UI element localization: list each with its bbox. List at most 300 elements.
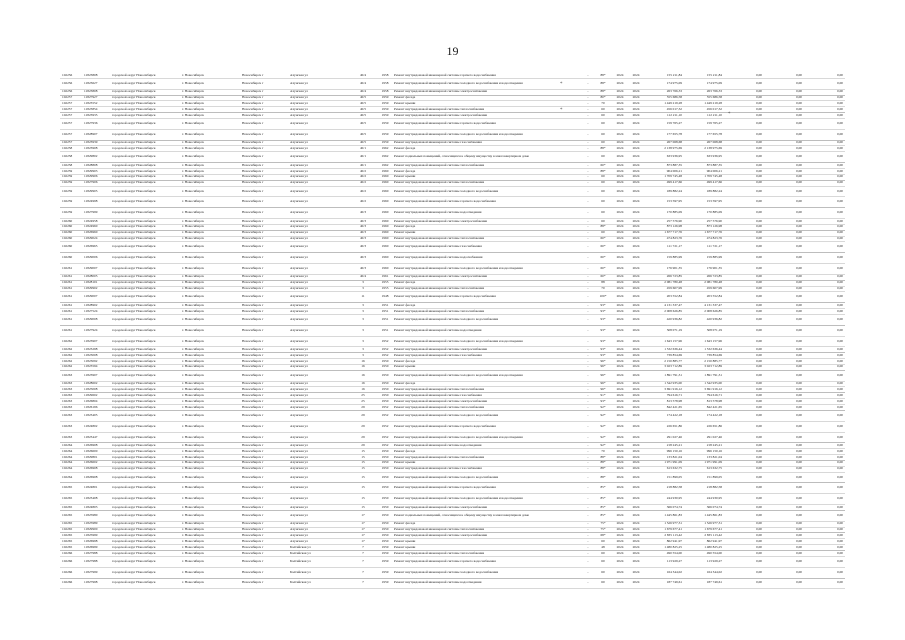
cell-work-type: Ремонт крыши — [392, 364, 582, 370]
cell-fund-1: 0,00 — [724, 113, 764, 119]
cell-municipality: городской округ Новосибирск — [110, 186, 180, 197]
cell-year-built: 1960 — [378, 230, 392, 236]
cell-cost-total: 2 150 885,77 — [684, 359, 724, 365]
cell-city: Новосибирск г — [240, 95, 288, 101]
cell-street: Ахунская ул — [288, 95, 348, 101]
table-row — [60, 510, 845, 521]
cell-dash: - — [582, 242, 594, 253]
cell-cadastral: 11824960 — [82, 224, 110, 230]
cell-work-type: Ремонт внутридомовой инженерной системы горячего водоснабжения — [392, 73, 582, 78]
cell-settlement: г. Новосибирск — [180, 129, 240, 140]
cell-settlement: г. Новосибирск — [180, 387, 240, 393]
cell-start-year: 2024 — [612, 174, 628, 180]
cell-fund-3: 0,00 — [804, 119, 845, 130]
table-row — [60, 78, 845, 89]
cell-fund-1: 0,00 — [724, 174, 764, 180]
cell-code: 102261 — [60, 314, 82, 325]
cell-settlement: г. Новосибирск — [180, 325, 240, 336]
cell-work-type: Ремонт внутридомовой инженерной системы водоснабжения — [392, 253, 582, 264]
cell-dash: - — [582, 186, 594, 197]
cell-city: Новосибирск г — [240, 113, 288, 119]
cell-end-year: 2024 — [628, 95, 644, 101]
cell-house: 17 — [348, 539, 378, 545]
cell-year-built: 1951 — [378, 303, 392, 309]
cell-start-year: 2024 — [612, 533, 628, 539]
cell-volume: 60 — [594, 567, 612, 578]
cell-cost-total: 267 068,68 — [684, 140, 724, 146]
cell-fund-3: 0,00 — [804, 405, 845, 411]
cell-settlement: г. Новосибирск — [180, 169, 240, 175]
cell-cadastral: 11823808 — [82, 89, 110, 95]
cell-cadastral: 11828808 — [82, 163, 110, 169]
cell-year-built: 1952 — [378, 443, 392, 449]
cell-settlement: г. Новосибирск — [180, 527, 240, 533]
cell-year-built: 1958 — [378, 78, 392, 89]
cell-year-built: 1952 — [378, 410, 392, 421]
cell-work-type: Ремонт внутридомовой инженерной системы теплоснабжения — [392, 387, 582, 393]
cell-end-year: 2024 — [628, 578, 644, 589]
cell-fund-2: 0,00 — [764, 410, 804, 421]
cell-cadastral: 11823405 — [82, 410, 110, 421]
cell-dash: - — [582, 129, 594, 140]
cell-volume: 70 — [594, 101, 612, 107]
cell-cost: 2 081 780,48 — [644, 280, 684, 286]
cell-year-built: 1950 — [378, 364, 392, 370]
cell-street: Ахунская ул — [288, 521, 348, 527]
cell-dash: - — [582, 89, 594, 95]
cell-municipality: городской округ Новосибирск — [110, 556, 180, 567]
cell-fund-2: 0,00 — [764, 472, 804, 483]
cell-dash: - — [582, 432, 594, 443]
cell-cadastral: 11825999 — [82, 533, 110, 539]
cell-city: Новосибирск г — [240, 410, 288, 421]
cell-cost-total: 862 941,97 — [684, 539, 724, 545]
cell-dash: - — [582, 556, 594, 567]
cell-municipality: городской округ Новосибирск — [110, 460, 180, 466]
cell-city: Новосибирск г — [240, 73, 288, 78]
cell-settlement: г. Новосибирск — [180, 107, 240, 113]
cell-settlement: г. Новосибирск — [180, 455, 240, 461]
cell-cost-total: 203 552,84 — [684, 292, 724, 303]
cell-end-year: 2024 — [628, 521, 644, 527]
cell-house: 25 — [348, 399, 378, 405]
cell-cost: 226 651,86 — [644, 421, 684, 432]
cell-volume: 88* — [594, 169, 612, 175]
cell-fund-3: 0,00 — [804, 551, 845, 557]
cell-volume: 92* — [594, 421, 612, 432]
cell-settlement: г. Новосибирск — [180, 410, 240, 421]
cell-start-year: 2024 — [612, 152, 628, 163]
cell-end-year: 2024 — [628, 101, 644, 107]
cell-cadastral: 11826804 — [82, 399, 110, 405]
cell-cost: 257 576,90 — [644, 218, 684, 224]
cell-dash: - — [582, 73, 594, 78]
cell-street: Ахунская ул — [288, 224, 348, 230]
cell-work-type: Ремонт внутридомовой инженерной системы электроснабжения — [392, 505, 582, 511]
cell-volume: 60 — [594, 197, 612, 208]
cell-cadastral: 11827999 — [82, 208, 110, 219]
cell-cost-total: 2 835 113,42 — [684, 533, 724, 539]
cell-code: 102262 — [60, 347, 82, 353]
cell-street: Ахунская ул — [288, 399, 348, 405]
cell-cost: 170 885,09 — [644, 208, 684, 219]
cell-cost: 203 552,84 — [644, 292, 684, 303]
cell-end-year: 2024 — [628, 336, 644, 347]
cell-cadastral: 11823408 — [82, 494, 110, 505]
cell-cost: 1 445 861,83 — [644, 510, 684, 521]
cell-fund-3: 0,00 — [804, 399, 845, 405]
cell-end-year: 2024 — [628, 73, 644, 78]
cell-cost: 873 887,35 — [644, 163, 684, 169]
cell-street: Ахунская ул — [288, 443, 348, 449]
cell-end-year: 2024 — [628, 353, 644, 359]
cell-fund-2: 0,00 — [764, 280, 804, 286]
cell-end-year: 2024 — [628, 494, 644, 505]
cell-city: Новосибирск г — [240, 292, 288, 303]
cell-year-built: 1960 — [378, 264, 392, 275]
cell-municipality: городской округ Новосибирск — [110, 494, 180, 505]
cell-end-year: 2024 — [628, 399, 644, 405]
cell-street: Ахунская ул — [288, 494, 348, 505]
cell-municipality: городской округ Новосибирск — [110, 224, 180, 230]
cell-municipality: городской округ Новосибирск — [110, 119, 180, 130]
cell-settlement: г. Новосибирск — [180, 224, 240, 230]
cell-house: 40/1 — [348, 152, 378, 163]
cell-city: Новосибирск г — [240, 578, 288, 589]
cell-code: 102263 — [60, 387, 82, 393]
cell-code: 102261 — [60, 274, 82, 280]
cell-cost: 794 616,71 — [644, 393, 684, 399]
cell-fund-1: 0,00 — [724, 381, 764, 387]
cell-volume: 80* — [594, 95, 612, 101]
cell-cost: 459 607,99 — [644, 286, 684, 292]
cell-volume: 96* — [594, 381, 612, 387]
cell-year-built: 1950 — [378, 539, 392, 545]
cell-settlement: г. Новосибирск — [180, 364, 240, 370]
cell-cost-total: 3 691 916,12 — [684, 387, 724, 393]
cell-fund-3: 0,00 — [804, 197, 845, 208]
cell-municipality: городской округ Новосибирск — [110, 303, 180, 309]
cell-municipality: городской округ Новосибирск — [110, 539, 180, 545]
cell-cost-total: 3 023 712,89 — [684, 364, 724, 370]
cell-dash: - — [582, 325, 594, 336]
cell-fund-3: 0,00 — [804, 218, 845, 224]
cell-cost: 490 554,00 — [644, 551, 684, 557]
cell-start-year: 2024 — [612, 370, 628, 381]
cell-start-year: 2024 — [612, 197, 628, 208]
cell-code: 102265 — [60, 483, 82, 494]
cell-year-built: 1950 — [378, 381, 392, 387]
cell-code: 102256 — [60, 89, 82, 95]
cell-cost-total: 794 616,71 — [684, 393, 724, 399]
cell-year-built: 1959 — [378, 119, 392, 130]
cell-fund-3: 0,00 — [804, 264, 845, 275]
cell-cadastral: 11826965 — [82, 242, 110, 253]
cell-house: 40/5 — [348, 129, 378, 140]
cell-street: Ахунская ул — [288, 387, 348, 393]
cell-municipality: городской округ Новосибирск — [110, 347, 180, 353]
cell-cost: 633 936,95 — [644, 152, 684, 163]
cell-code: 102264 — [60, 455, 82, 461]
cell-cost: 1 480 825,25 — [644, 545, 684, 551]
cell-volume: 60 — [594, 180, 612, 186]
cell-volume: 88* — [594, 472, 612, 483]
cell-code: 102261 — [60, 309, 82, 315]
cell-street: Ахунская ул — [288, 460, 348, 466]
cell-start-year: 2024 — [612, 78, 628, 89]
cell-year-built: 1955 — [378, 280, 392, 286]
cell-fund-2: 0,00 — [764, 169, 804, 175]
cell-start-year: 2024 — [612, 460, 628, 466]
cell-year-built: 1952 — [378, 347, 392, 353]
cell-settlement: г. Новосибирск — [180, 101, 240, 107]
cell-municipality: городской округ Новосибирск — [110, 218, 180, 224]
cell-cadastral: 11827988 — [82, 551, 110, 557]
cell-end-year: 2024 — [628, 527, 644, 533]
cell-cost: 873 126,98 — [644, 224, 684, 230]
cell-city: Новосибирск г — [240, 314, 288, 325]
cell-municipality: городской округ Новосибирск — [110, 432, 180, 443]
cell-house: 25 — [348, 393, 378, 399]
cell-settlement: г. Новосибирск — [180, 186, 240, 197]
cell-cost: 113 929,27 — [644, 556, 684, 567]
cell-fund-2: 0,00 — [764, 336, 804, 347]
cell-house: 17 — [348, 533, 378, 539]
cell-settlement: г. Новосибирск — [180, 393, 240, 399]
cell-fund-2: 0,00 — [764, 186, 804, 197]
cell-city: Новосибирск г — [240, 101, 288, 107]
cell-cost: 174 422,18 — [644, 410, 684, 421]
cell-volume: 93* — [594, 399, 612, 405]
cell-cost-total: 2 008 626,85 — [684, 309, 724, 315]
cell-work-type: Ремонт фасада — [392, 224, 582, 230]
cell-fund-2: 0,00 — [764, 180, 804, 186]
cell-municipality: городской округ Новосибирск — [110, 163, 180, 169]
cell-year-built: 1959 — [378, 556, 392, 567]
table-row — [60, 186, 845, 197]
cell-city: Новосибирск г — [240, 218, 288, 224]
cell-city: Новосибирск г — [240, 186, 288, 197]
cell-fund-2: 0,00 — [764, 152, 804, 163]
cell-street: Ахунская ул — [288, 353, 348, 359]
cell-year-built: 1960 — [378, 180, 392, 186]
cell-end-year: 2024 — [628, 359, 644, 365]
cell-start-year: 2024 — [612, 539, 628, 545]
scan-mark: * — [560, 108, 563, 113]
cell-city: Новосибирск г — [240, 303, 288, 309]
cell-cost-total: 266 723,85 — [684, 274, 724, 280]
cell-municipality: городской округ Новосибирск — [110, 113, 180, 119]
cell-fund-2: 0,00 — [764, 129, 804, 140]
cell-dash: - — [582, 421, 594, 432]
cell-settlement: г. Новосибирск — [180, 449, 240, 455]
cell-volume: 92* — [594, 410, 612, 421]
cell-settlement: г. Новосибирск — [180, 230, 240, 236]
cell-street: Ахунская ул — [288, 336, 348, 347]
cell-cost: 1 342 935,00 — [644, 381, 684, 387]
cell-house: 7 — [348, 545, 378, 551]
table-row — [60, 421, 845, 432]
cell-fund-1: 0,00 — [724, 399, 764, 405]
cell-cost: 291 027,46 — [644, 432, 684, 443]
cell-municipality: городской округ Новосибирск — [110, 101, 180, 107]
cell-end-year: 2024 — [628, 180, 644, 186]
scan-mark: * — [728, 112, 731, 117]
cell-cost-total: 873 887,35 — [684, 163, 724, 169]
cell-year-built: 1962 — [378, 152, 392, 163]
cell-fund-1: 0,00 — [724, 197, 764, 208]
cell-cadastral: 11823447 — [82, 432, 110, 443]
cell-settlement: г. Новосибирск — [180, 505, 240, 511]
cell-street: Ахунская ул — [288, 174, 348, 180]
cell-work-type: Ремонт внутридомовой инженерной системы водоотведения — [392, 208, 582, 219]
table-row — [60, 242, 845, 253]
cell-settlement: г. Новосибирск — [180, 336, 240, 347]
cell-code: 102262 — [60, 353, 82, 359]
cell-street: Ахунская ул — [288, 286, 348, 292]
cell-cost: 176 901,35 — [644, 264, 684, 275]
cell-dash: - — [582, 303, 594, 309]
cell-city: Новосибирск г — [240, 551, 288, 557]
cell-cadastral: 11827998 — [82, 578, 110, 589]
cell-work-type: Ремонт внутридомовой инженерной системы горячего водоснабжения — [392, 292, 582, 303]
cell-cost: 159 765,27 — [644, 119, 684, 130]
cell-volume: 48 — [594, 545, 612, 551]
cell-street: Ахунская ул — [288, 101, 348, 107]
cell-fund-1: 0,00 — [724, 274, 764, 280]
cell-end-year: 2024 — [628, 364, 644, 370]
cell-start-year: 2024 — [612, 364, 628, 370]
cell-municipality: городской округ Новосибирск — [110, 78, 180, 89]
cell-start-year: 2024 — [612, 286, 628, 292]
cell-settlement: г. Новосибирск — [180, 253, 240, 264]
cell-cost: 151 899,05 — [644, 472, 684, 483]
cell-house: 3 — [348, 303, 378, 309]
cell-settlement: г. Новосибирск — [180, 556, 240, 567]
cell-cost-total: 113 929,27 — [684, 556, 724, 567]
cell-work-type: Ремонт крыши — [392, 539, 582, 545]
cell-settlement: г. Новосибирск — [180, 314, 240, 325]
cell-city: Новосибирск г — [240, 405, 288, 411]
cell-work-type: Ремонт внутридомовой инженерной системы холодного водоснабжения и водоотведения — [392, 370, 582, 381]
cell-fund-3: 0,00 — [804, 533, 845, 539]
cell-year-built: 1952 — [378, 432, 392, 443]
cell-street: Ахунская ул — [288, 472, 348, 483]
cell-volume: 93* — [594, 314, 612, 325]
cell-code: 102258 — [60, 163, 82, 169]
cell-fund-2: 0,00 — [764, 551, 804, 557]
cell-code: 102257 — [60, 129, 82, 140]
cell-house: 40/2 — [348, 186, 378, 197]
cell-volume: 88* — [594, 466, 612, 472]
cell-dash: - — [582, 119, 594, 130]
cell-settlement: г. Новосибирск — [180, 140, 240, 146]
cell-settlement: г. Новосибирск — [180, 218, 240, 224]
cell-city: Новосибирск г — [240, 521, 288, 527]
cell-cost-total: 218 245,21 — [684, 443, 724, 449]
cell-cost: 456 017,32 — [644, 107, 684, 113]
cell-city: Новосибирск г — [240, 449, 288, 455]
cell-street: Ахунская ул — [288, 180, 348, 186]
cell-street: Ахунская ул — [288, 449, 348, 455]
cell-work-type: Ремонт внутридомовой инженерной системы горячего водоснабжения — [392, 421, 582, 432]
cell-cost-total: 499 417,66 — [684, 180, 724, 186]
cell-cost-total: 187 749,61 — [684, 578, 724, 589]
cell-volume: 60 — [594, 230, 612, 236]
cell-city: Новосибирск г — [240, 169, 288, 175]
cell-end-year: 2024 — [628, 405, 644, 411]
cell-street: Ахунская ул — [288, 163, 348, 169]
cell-house: 40/5 — [348, 119, 378, 130]
cell-cost-total: 459 607,99 — [684, 286, 724, 292]
cell-house: 3 — [348, 280, 378, 286]
cell-street: Ахунская ул — [288, 186, 348, 197]
cell-fund-1: 0,00 — [724, 140, 764, 146]
cell-volume: 68* — [594, 533, 612, 539]
cell-fund-1: 0,00 — [724, 472, 764, 483]
cell-fund-3: 0,00 — [804, 393, 845, 399]
cell-volume: 60 — [594, 551, 612, 557]
cell-fund-2: 0,00 — [764, 163, 804, 169]
cell-end-year: 2024 — [628, 393, 644, 399]
cell-municipality: городской округ Новосибирск — [110, 146, 180, 152]
cell-end-year: 2024 — [628, 370, 644, 381]
cell-dash: - — [582, 370, 594, 381]
cell-cadastral: 11829006 — [82, 253, 110, 264]
cell-municipality: городской округ Новосибирск — [110, 208, 180, 219]
cell-street: Балтийская ул — [288, 567, 348, 578]
cell-year-built: 1950 — [378, 387, 392, 393]
cell-start-year: 2024 — [612, 218, 628, 224]
cell-city: Новосибирск г — [240, 78, 288, 89]
cell-fund-1: 0,00 — [724, 370, 764, 381]
cell-cadastral: 11823092 — [82, 359, 110, 365]
cell-work-type: Ремонт внутридомовой инженерной системы холодного водоснабжения — [392, 567, 582, 578]
cell-dash: - — [582, 405, 594, 411]
cell-municipality: городской округ Новосибирск — [110, 174, 180, 180]
cell-code: 102260 — [60, 218, 82, 224]
cell-work-type: Ремонт внутридомовой инженерной системы теплоснабжения — [392, 309, 582, 315]
cell-code: 102263 — [60, 393, 82, 399]
cell-code: 102257 — [60, 101, 82, 107]
cell-fund-2: 0,00 — [764, 364, 804, 370]
cell-code: 102266 — [60, 551, 82, 557]
cell-cadastral: 11823008 — [82, 353, 110, 359]
cell-house: 40/5 — [348, 95, 378, 101]
cell-street: Ахунская ул — [288, 169, 348, 175]
cell-code: 102264 — [60, 443, 82, 449]
cell-municipality: городской округ Новосибирск — [110, 152, 180, 163]
cell-settlement: г. Новосибирск — [180, 539, 240, 545]
cell-code: 102266 — [60, 556, 82, 567]
cell-dash: - — [582, 140, 594, 146]
cell-dash: - — [582, 347, 594, 353]
cell-city: Новосибирск г — [240, 230, 288, 236]
cell-municipality: городской округ Новосибирск — [110, 242, 180, 253]
cell-work-type: Ремонт внутридомовой инженерной системы теплоснабжения — [392, 551, 582, 557]
cell-cost-total: 813 578,98 — [684, 399, 724, 405]
cell-code: 102259 — [60, 208, 82, 219]
cell-cadastral: 11829007 — [82, 292, 110, 303]
cell-work-type: Ремонт фасада — [392, 359, 582, 365]
cell-start-year: 2024 — [612, 410, 628, 421]
cell-house: 7 — [348, 567, 378, 578]
cell-house: 40/3 — [348, 242, 378, 253]
cell-year-built: 1952 — [378, 421, 392, 432]
cell-dash: - — [582, 387, 594, 393]
cell-municipality: городской округ Новосибирск — [110, 578, 180, 589]
cell-city: Новосибирск г — [240, 364, 288, 370]
